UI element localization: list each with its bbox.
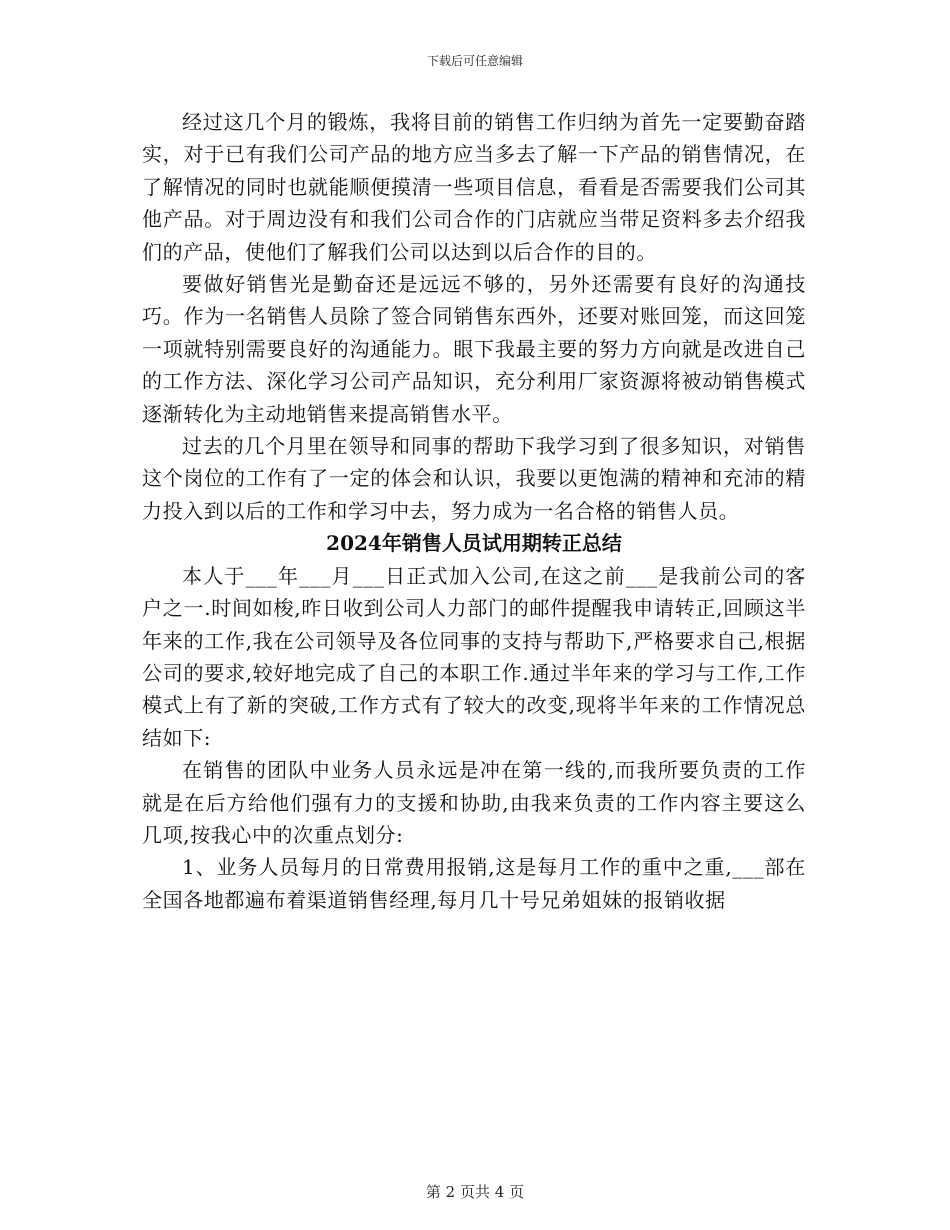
body-paragraph: 1、业务人员每月的日常费用报销,这是每月工作的重中之重,___部在全国各地都遍布着渠道销售经理,每月几十号兄弟姐妹的报销收据 <box>142 855 806 912</box>
body-paragraph: 经过这几个月的锻炼，我将目前的销售工作归纳为首先一定要勤奋踏实，对于已有我们公司产品的地方应当多去了解一下产品的销售情况，在了解情况的同时也就能顺便摸清一些项目信息，看看是否需要我们公司其他产品。对于周边没有和我们公司合作的门店就应当带足资料多去介绍我们的产品，使他们了解我们公司以达到以后合作的目的。 <box>142 110 806 264</box>
body-paragraph: 在销售的团队中业务人员永远是冲在第一线的,而我所要负责的工作就是在后方给他们强有力的支援和协助,由我来负责的工作内容主要这么几项,按我心中的次重点划分: <box>142 758 806 847</box>
body-paragraph: 本人于___年___月___日正式加入公司,在这之前___是我前公司的客户之一.时间如梭,昨日收到公司人力部门的邮件提醒我申请转正,回顾这半年来的工作,我在公司领导及各位同事的支持与帮助下,严格要求自己,根据公司的要求,较好地完成了自己的本职工作.通过半年来的学习与工作,工作模式上有了新的突破,工作方式有了较大的改变,现将半年来的工作情况总结如下: <box>142 563 806 750</box>
page-header: 下载后可任意编辑 <box>426 54 523 68</box>
page-footer: 第 2 页共 4 页 <box>425 1183 525 1201</box>
document-body <box>142 106 806 916</box>
body-paragraph: 过去的几个月里在领导和同事的帮助下我学习到了很多知识，对销售这个岗位的工作有了一定的体会和认识，我要以更饱满的精神和充沛的精力投入到以后的工作和学习中去，努力成为一名合格的销售人员。 <box>142 434 806 523</box>
section-title: 2024年销售人员试用期转正总结 <box>326 531 622 556</box>
body-paragraph: 要做好销售光是勤奋还是远远不够的，另外还需要有良好的沟通技巧。作为一名销售人员除了签合同销售东西外，还要对账回笼，而这回笼一项就特别需要良好的沟通能力。眼下我最主要的努力方向就是改进自己的工作方法、深化学习公司产品知识，充分利用厂家资源将被动销售模式逐渐转化为主动地销售来提高销售水平。 <box>142 272 806 426</box>
